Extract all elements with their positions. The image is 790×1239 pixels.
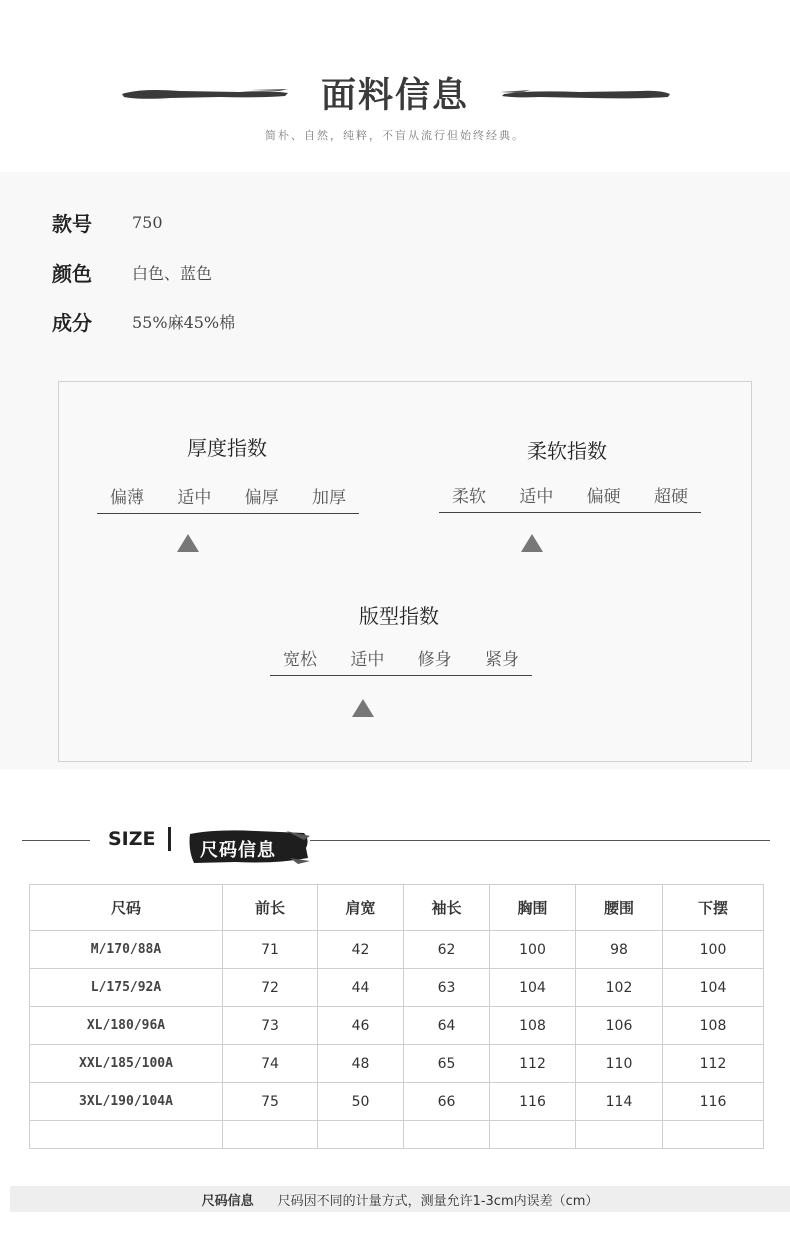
table-row xyxy=(30,969,764,1007)
scale-option: 加厚 xyxy=(311,488,346,508)
table-cell: 46 xyxy=(318,1007,404,1045)
table-cell xyxy=(223,1121,318,1149)
table-row-empty xyxy=(30,1121,764,1149)
thickness-index-title: 厚度指数 xyxy=(187,436,267,460)
scale-option: 超硬 xyxy=(653,487,688,507)
table-cell xyxy=(404,1121,490,1149)
info-key: 成分 xyxy=(52,310,92,335)
table-cell xyxy=(576,1121,663,1149)
info-value: 750 xyxy=(132,212,163,232)
column-header: 袖长 xyxy=(404,885,490,931)
column-header: 胸围 xyxy=(490,885,576,931)
table-cell xyxy=(663,1121,764,1149)
table-cell: 108 xyxy=(490,1007,576,1045)
size-heading-cn: 尺码信息 xyxy=(200,840,276,861)
table-cell xyxy=(490,1121,576,1149)
info-key: 颜色 xyxy=(52,261,92,286)
table-cell: 65 xyxy=(404,1045,490,1083)
table-cell: 100 xyxy=(663,931,764,969)
table-cell: 106 xyxy=(576,1007,663,1045)
table-cell: 44 xyxy=(318,969,404,1007)
table-cell xyxy=(30,1121,223,1149)
scale-option: 修身 xyxy=(417,650,452,670)
size-note-bar xyxy=(10,1186,790,1212)
info-value: 55%麻45%棉 xyxy=(132,312,236,332)
table-cell: XXL/185/100A xyxy=(30,1045,223,1083)
table-cell: 104 xyxy=(490,969,576,1007)
fit-index-title: 版型指数 xyxy=(359,604,439,628)
scale-option: 偏厚 xyxy=(244,488,279,508)
divider-line xyxy=(22,840,90,841)
table-cell: M/170/88A xyxy=(30,931,223,969)
table-cell: 71 xyxy=(223,931,318,969)
table-cell: 63 xyxy=(404,969,490,1007)
table-row xyxy=(30,1007,764,1045)
table-cell: 75 xyxy=(223,1083,318,1121)
table-cell: 116 xyxy=(663,1083,764,1121)
thickness-scale xyxy=(97,486,359,514)
table-cell: 100 xyxy=(490,931,576,969)
table-cell: 114 xyxy=(576,1083,663,1121)
page-title: 面料信息 xyxy=(320,75,469,116)
table-cell: 62 xyxy=(404,931,490,969)
divider-bar xyxy=(168,827,171,851)
info-key: 款号 xyxy=(52,211,92,236)
fit-scale xyxy=(270,648,532,676)
scale-option: 适中 xyxy=(177,488,212,508)
header xyxy=(0,0,790,172)
index-box xyxy=(58,381,752,762)
scale-option: 适中 xyxy=(350,650,385,670)
size-heading-en: SIZE xyxy=(108,828,156,850)
column-header: 肩宽 xyxy=(318,885,404,931)
table-cell: 98 xyxy=(576,931,663,969)
info-value: 白色、蓝色 xyxy=(132,263,213,283)
table-cell: 104 xyxy=(663,969,764,1007)
table-cell: L/175/92A xyxy=(30,969,223,1007)
scale-option: 适中 xyxy=(519,487,554,507)
table-cell: 110 xyxy=(576,1045,663,1083)
table-cell: 64 xyxy=(404,1007,490,1045)
table-row xyxy=(30,1083,764,1121)
softness-scale xyxy=(439,485,701,513)
table-cell xyxy=(318,1121,404,1149)
table-cell: 3XL/190/104A xyxy=(30,1083,223,1121)
table-row xyxy=(30,931,764,969)
table-cell: 72 xyxy=(223,969,318,1007)
scale-option: 宽松 xyxy=(283,650,317,670)
brush-stroke-right xyxy=(500,86,672,102)
table-row xyxy=(30,1045,764,1083)
table-cell: 116 xyxy=(490,1083,576,1121)
table-cell: 48 xyxy=(318,1045,404,1083)
note-label: 尺码信息 xyxy=(201,1193,254,1209)
table-cell: XL/180/96A xyxy=(30,1007,223,1045)
divider-line xyxy=(310,840,770,841)
note-text: 尺码因不同的计量方式，测量允许1-3cm内误差（cm） xyxy=(277,1193,599,1209)
scale-option: 紧身 xyxy=(484,650,519,670)
column-header: 前长 xyxy=(223,885,318,931)
fabric-info-section xyxy=(0,172,790,769)
table-cell: 66 xyxy=(404,1083,490,1121)
table-cell: 108 xyxy=(663,1007,764,1045)
table-cell: 42 xyxy=(318,931,404,969)
table-cell: 74 xyxy=(223,1045,318,1083)
table-header-row xyxy=(30,885,764,931)
info-row-composition xyxy=(52,306,235,336)
info-row-color xyxy=(52,257,212,287)
page-subtitle: 简朴、自然，纯粹，不盲从流行但始终经典。 xyxy=(265,129,525,142)
table-cell: 112 xyxy=(490,1045,576,1083)
size-table xyxy=(29,884,764,1149)
table-cell: 112 xyxy=(663,1045,764,1083)
scale-option: 偏硬 xyxy=(586,487,621,507)
thickness-marker-triangle-icon xyxy=(177,534,199,552)
column-header: 腰围 xyxy=(576,885,663,931)
fit-marker-triangle-icon xyxy=(352,699,374,717)
softness-marker-triangle-icon xyxy=(521,534,543,552)
table-cell: 102 xyxy=(576,969,663,1007)
info-row-style-number xyxy=(52,207,163,237)
table-cell: 50 xyxy=(318,1083,404,1121)
softness-index-title: 柔软指数 xyxy=(527,439,607,463)
table-cell: 73 xyxy=(223,1007,318,1045)
scale-option: 偏薄 xyxy=(110,488,144,508)
column-header: 下摆 xyxy=(663,885,764,931)
scale-option: 柔软 xyxy=(452,487,486,507)
column-header: 尺码 xyxy=(30,885,223,931)
